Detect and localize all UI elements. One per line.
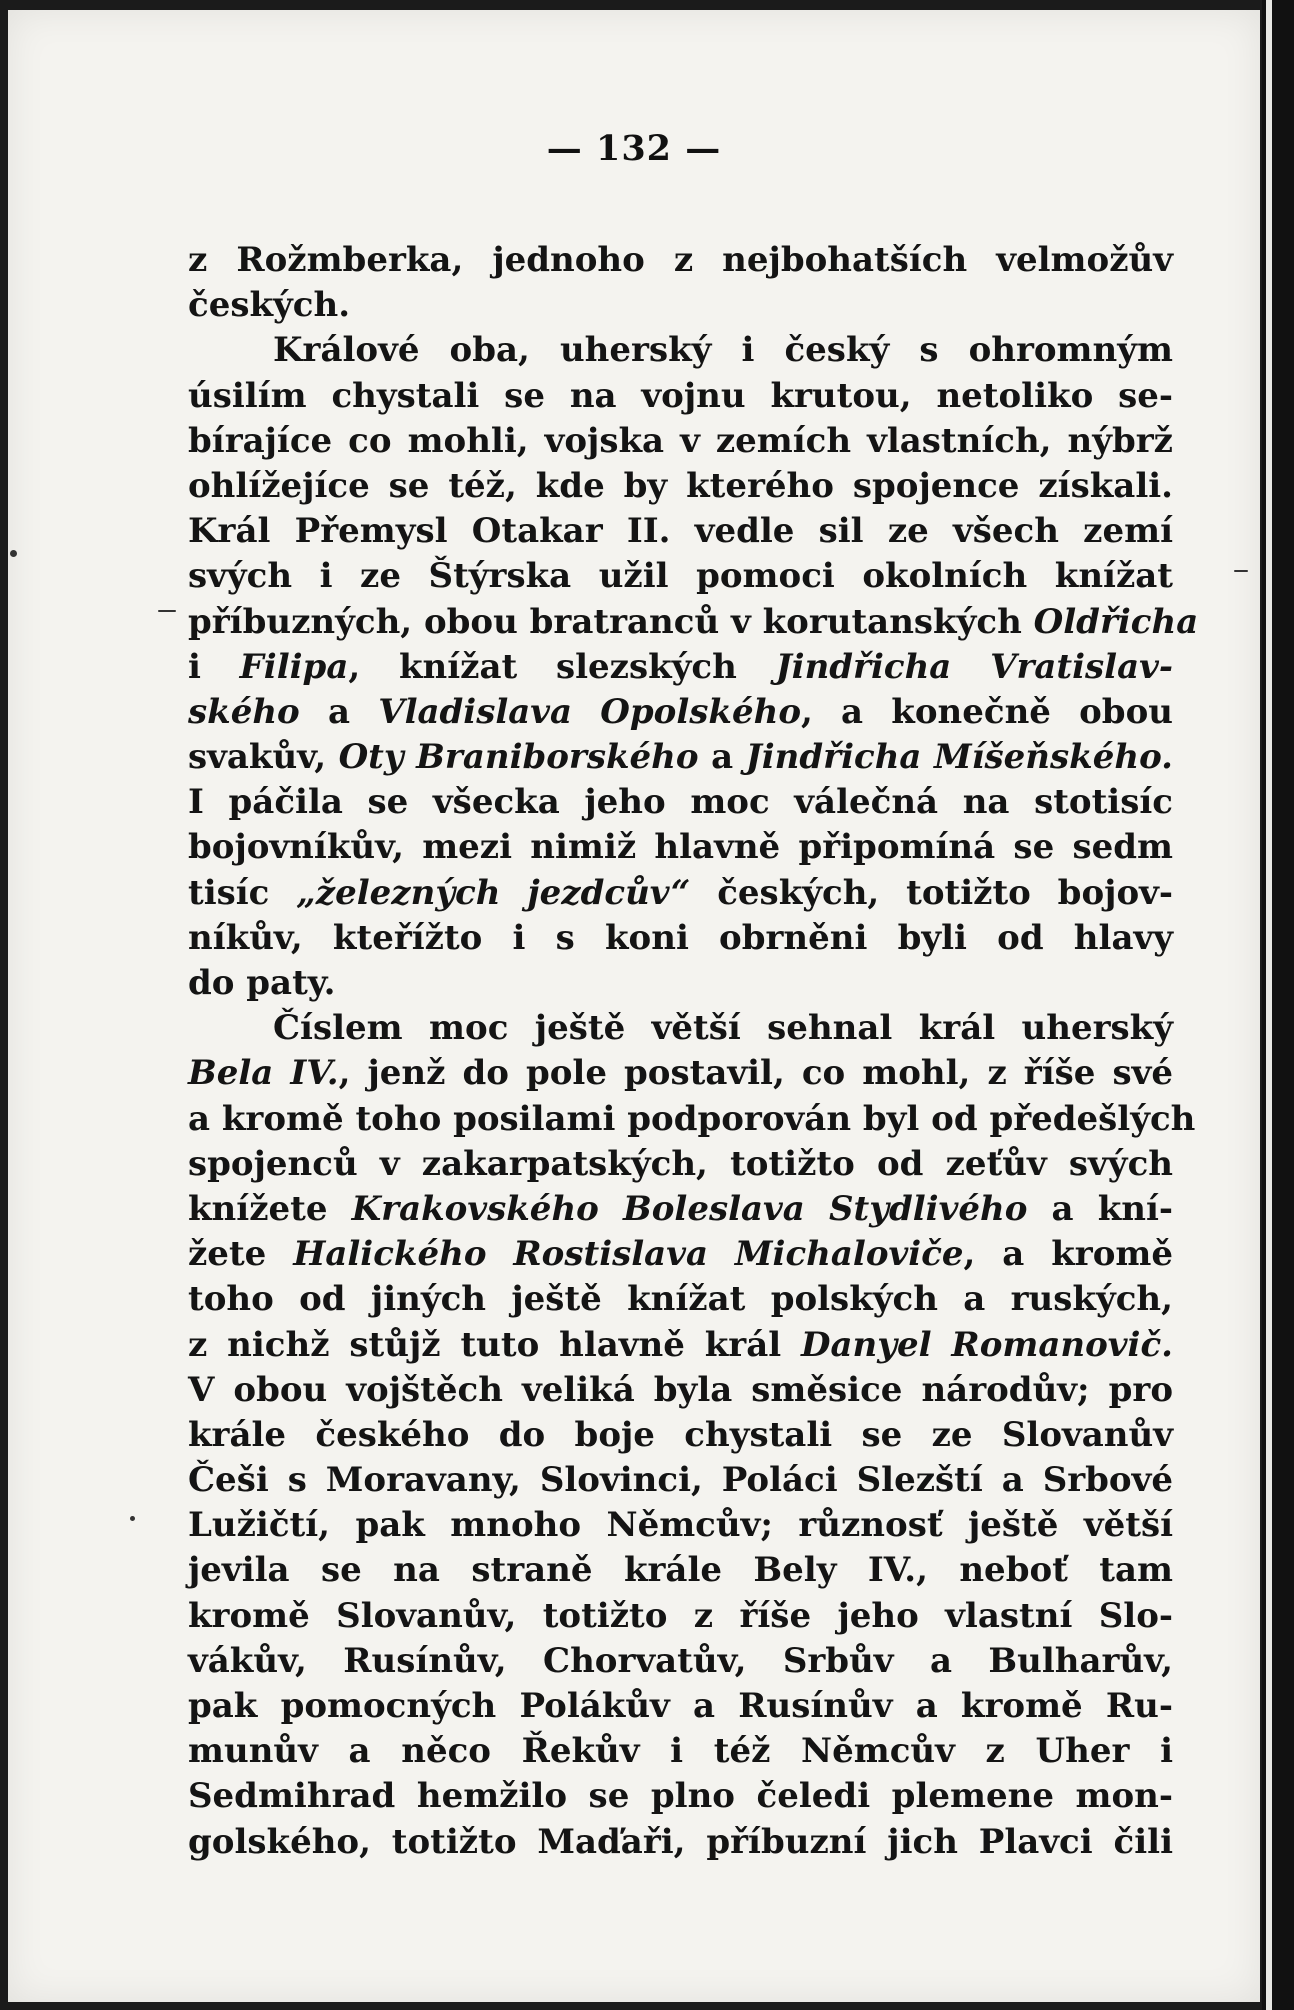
text-line bbox=[188, 1187, 1173, 1232]
text-segment: bojovníkův, mezi nimiž hlavně připomíná se sedm bbox=[188, 827, 1173, 868]
body-text bbox=[188, 238, 1199, 1865]
text-line bbox=[188, 1503, 1173, 1548]
text-line bbox=[188, 1142, 1173, 1187]
text-line bbox=[188, 1820, 1173, 1865]
text-line bbox=[188, 825, 1173, 870]
text-line bbox=[188, 1684, 1173, 1729]
text-line bbox=[188, 1458, 1173, 1503]
text-line bbox=[188, 1323, 1173, 1368]
book-page bbox=[8, 10, 1260, 2002]
text-segment: kromě Slovanův, totižto z říše jeho vlastní Slo- bbox=[188, 1595, 1173, 1636]
text-segment: Králové oba, uherský i český s ohromným bbox=[273, 330, 1173, 371]
text-line bbox=[188, 1232, 1173, 1277]
text-segment: českých. bbox=[188, 285, 351, 326]
emphasized-name: Krakovského Boleslava Stydlivého bbox=[351, 1188, 1028, 1229]
text-segment: jevila se na straně krále Bely IV., neboť tam bbox=[188, 1550, 1173, 1591]
text-segment: Číslem moc ještě větší sehnal král uherský bbox=[273, 1008, 1173, 1049]
text-line bbox=[188, 600, 1199, 645]
text-segment: a bbox=[698, 737, 746, 778]
text-line bbox=[188, 871, 1173, 916]
text-segment: Češi s Moravany, Slovinci, Poláci Slezští a Srbové bbox=[188, 1460, 1173, 1501]
emphasized-name: Bela IV. bbox=[188, 1053, 339, 1094]
text-segment: toho od jiných ještě knížat polských a ruských, bbox=[188, 1279, 1173, 1320]
scan-speck bbox=[10, 550, 17, 557]
text-segment: golského, totižto Maďaři, příbuzní jich Plavci čili bbox=[188, 1821, 1173, 1862]
text-line bbox=[188, 1774, 1173, 1819]
text-line bbox=[188, 1368, 1173, 1413]
text-segment: českých, totižto bojov- bbox=[690, 872, 1173, 913]
text-segment: spojenců v zakarpatských, totižto od zeťův svých bbox=[188, 1143, 1173, 1184]
text-line bbox=[188, 283, 1173, 328]
scan-speck bbox=[1234, 570, 1248, 572]
text-line bbox=[188, 374, 1173, 419]
emphasized-name: Jindřicha Vratislav- bbox=[775, 646, 1173, 687]
emphasized-name: Halického Rostislava Michaloviče bbox=[293, 1234, 964, 1275]
text-segment: ohlížejíce se též, kde by kterého spojence získali. bbox=[188, 465, 1173, 506]
emphasized-name: Oldřicha bbox=[1033, 601, 1199, 642]
text-segment: I páčila se všecka jeho moc válečná na stotisíc bbox=[188, 782, 1173, 823]
text-line bbox=[188, 916, 1173, 961]
text-line bbox=[188, 328, 1173, 373]
text-line bbox=[188, 1548, 1173, 1593]
text-segment: z nichž stůjž tuto hlavně král bbox=[188, 1324, 802, 1365]
text-segment: a kromě toho posilami podporován byl od předešlých bbox=[188, 1098, 1196, 1139]
text-segment: Král Přemysl Otakar II. vedle sil ze všech zemí bbox=[188, 511, 1173, 552]
text-line bbox=[188, 780, 1173, 825]
page-edge-strip bbox=[1266, 0, 1272, 2010]
text-segment: Lužičtí, pak mnoho Němcův; různosť ještě větší bbox=[188, 1505, 1173, 1546]
scan-speck bbox=[130, 1516, 135, 1521]
text-line bbox=[188, 238, 1173, 283]
text-line bbox=[188, 961, 1173, 1006]
text-segment: a bbox=[299, 691, 379, 732]
text-line bbox=[188, 464, 1173, 509]
text-segment: , a konečně obou bbox=[801, 691, 1173, 732]
text-segment: V obou vojštěch veliká byla směsice národův; pro bbox=[188, 1369, 1173, 1410]
text-line bbox=[188, 1006, 1173, 1051]
emphasized-name: Filipa bbox=[239, 646, 349, 687]
emphasized-name: Oty Braniborského bbox=[338, 737, 699, 778]
text-segment: svých i ze Štýrska užil pomoci okolních knížat bbox=[188, 556, 1173, 597]
text-line bbox=[188, 735, 1173, 780]
page-number: — 132 — bbox=[546, 128, 722, 169]
scan-speck bbox=[158, 610, 176, 612]
text-line bbox=[188, 1639, 1173, 1684]
text-line bbox=[188, 1097, 1196, 1142]
text-segment: žete bbox=[188, 1234, 294, 1275]
text-line bbox=[188, 509, 1173, 554]
text-segment: a kní- bbox=[1027, 1188, 1173, 1229]
emphasized-name: Danyel Romanovič. bbox=[801, 1324, 1173, 1365]
emphasized-name: „železných jezdcův“ bbox=[296, 872, 691, 913]
text-segment: , knížat slezských bbox=[348, 646, 776, 687]
text-segment: bírajíce co mohli, vojska v zemích vlastních, nýbrž bbox=[188, 420, 1173, 461]
text-segment: knížete bbox=[188, 1188, 352, 1229]
text-segment: , jenž do pole postavil, co mohl, z říše své bbox=[338, 1053, 1173, 1094]
emphasized-name: Jindřicha Míšeňského. bbox=[745, 737, 1173, 778]
text-segment: krále českého do boje chystali se ze Slovanův bbox=[188, 1414, 1173, 1455]
text-line bbox=[188, 554, 1173, 599]
text-segment: do paty. bbox=[188, 963, 336, 1003]
text-line bbox=[188, 1051, 1173, 1096]
text-segment: úsilím chystali se na vojnu krutou, netoliko se- bbox=[188, 375, 1173, 416]
text-segment: , a kromě bbox=[963, 1234, 1174, 1275]
text-segment: svakův, bbox=[188, 737, 339, 778]
text-segment: vákův, Rusínův, Chorvatův, Srbův a Bulharův, bbox=[188, 1640, 1173, 1681]
text-segment: pak pomocných Polákův a Rusínův a kromě Ru- bbox=[188, 1686, 1173, 1726]
book-edge bbox=[1262, 0, 1294, 2010]
text-segment: Sedmihrad hemžilo se plno čeledi plemene mon- bbox=[188, 1776, 1173, 1817]
text-line bbox=[188, 645, 1173, 690]
text-segment: i bbox=[188, 646, 240, 687]
text-line bbox=[188, 1594, 1173, 1639]
text-segment: níkův, kteřížto i s koni obrněni byli od hlavy bbox=[188, 917, 1173, 958]
emphasized-name: Vladislava Opolského bbox=[378, 691, 801, 732]
text-line bbox=[188, 1729, 1173, 1774]
text-segment: z Rožmberka, jednoho z nejbohatších velmožův bbox=[188, 240, 1173, 280]
text-line bbox=[188, 1277, 1173, 1322]
emphasized-name: ského bbox=[188, 691, 300, 732]
text-line bbox=[188, 690, 1173, 735]
text-line bbox=[188, 419, 1173, 464]
text-segment: tisíc bbox=[188, 872, 297, 913]
text-line bbox=[188, 1413, 1173, 1458]
text-segment: příbuzných, obou bratranců v korutanských bbox=[188, 601, 1034, 642]
text-segment: munův a něco Řekův i též Němcův z Uher i bbox=[188, 1731, 1173, 1772]
